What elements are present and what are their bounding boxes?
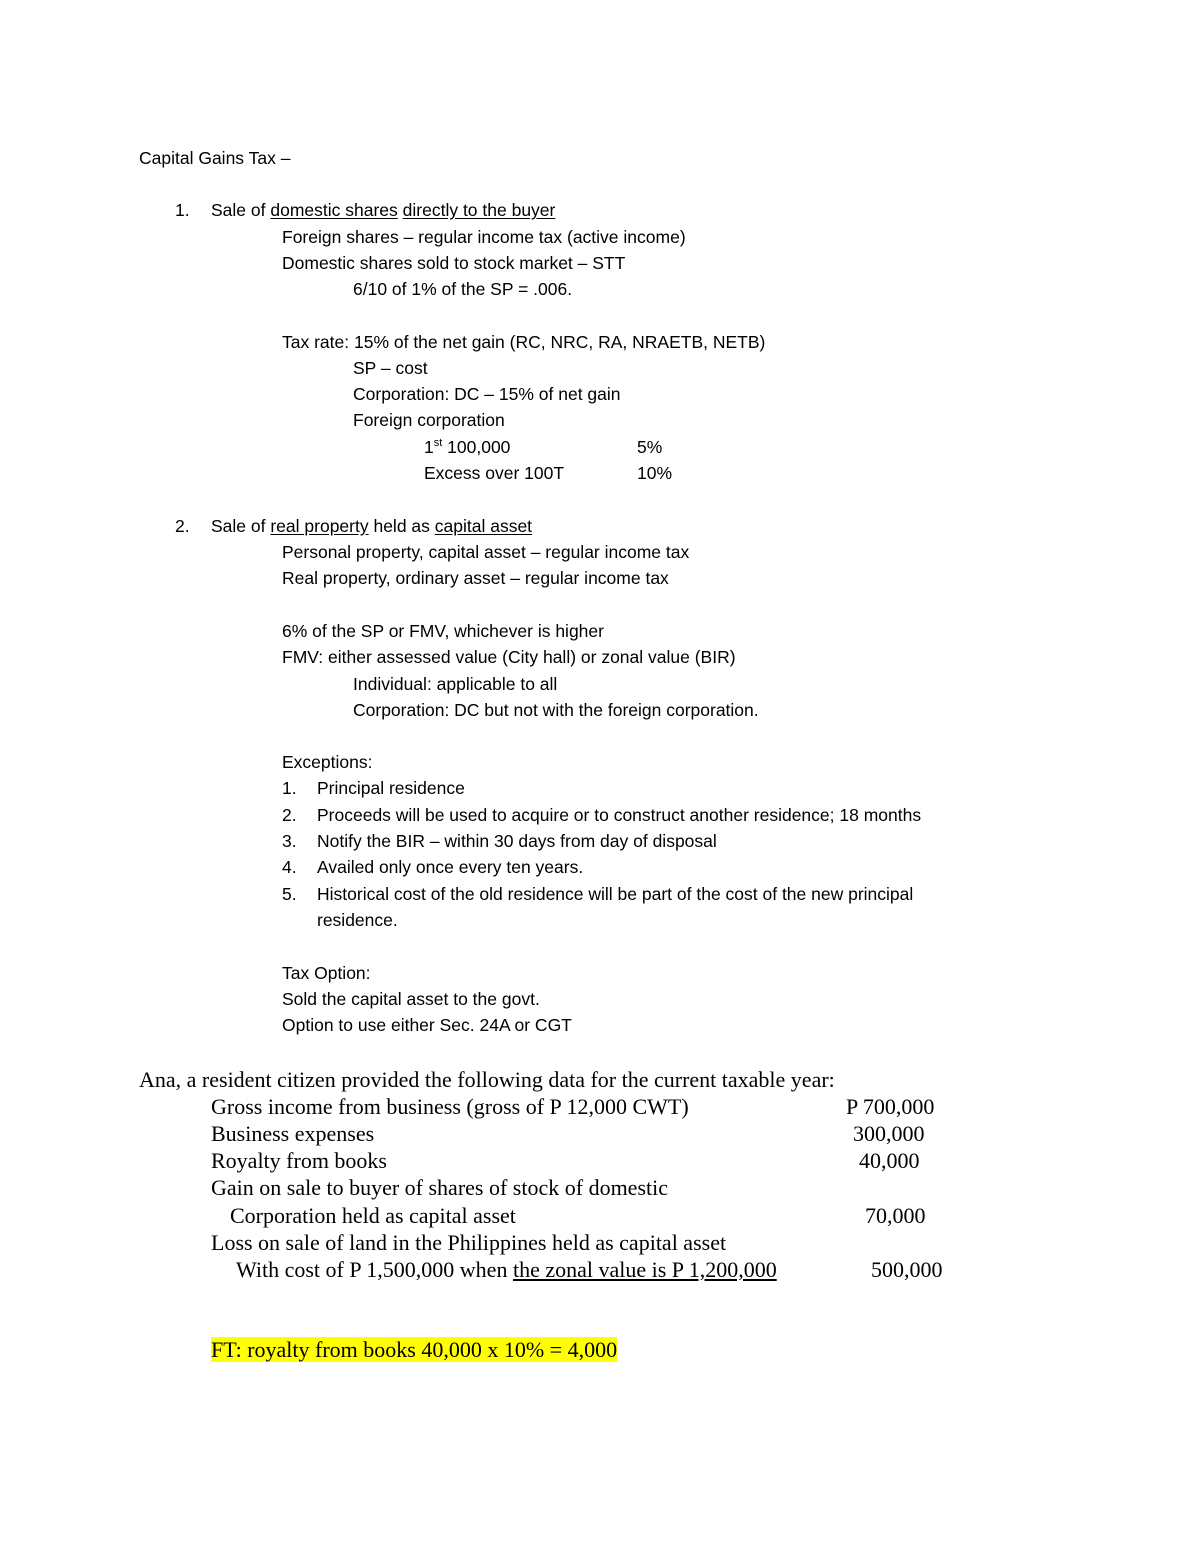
section2-line: Individual: applicable to all	[353, 674, 558, 694]
exceptions-title: Exceptions:	[282, 752, 373, 772]
exception-number: 2.	[282, 805, 297, 825]
fc-row-rate: 10%	[637, 463, 673, 483]
final-tax-text: FT: royalty from books 40,000 x 10% = 4,000	[211, 1337, 618, 1362]
section2-line: FMV: either assessed value (City hall) or zonal value (BIR)	[282, 647, 736, 667]
problem-row-value: P 700,000	[846, 1094, 935, 1119]
section1-heading-prefix: Sale of	[211, 200, 271, 220]
fc-row-label-sup: st	[433, 437, 443, 450]
section1-heading-underline-1: domestic shares	[270, 200, 398, 220]
section1-number: 1.	[175, 200, 190, 220]
problem-row-label: Gross income from business (gross of P 12,000 CWT)	[211, 1094, 689, 1119]
fc-row-label-pre: 1	[424, 437, 434, 457]
problem-row-value: 70,000	[865, 1203, 926, 1228]
exception-text: Historical cost of the old residence will be part of the cost of the new principal	[317, 884, 914, 904]
fc-row-label: Excess over 100T	[424, 463, 565, 483]
exception-text: Notify the BIR – within 30 days from day of disposal	[317, 831, 717, 851]
problem-intro: Ana, a resident citizen provided the following data for the current taxable year:	[139, 1067, 835, 1092]
section1-line: Corporation: DC – 15% of net gain	[353, 384, 621, 404]
tax-option-line: Option to use either Sec. 24A or CGT	[282, 1015, 572, 1035]
section2-heading-prefix: Sale of	[211, 516, 271, 536]
exception-number: 4.	[282, 857, 297, 877]
section1-heading	[211, 198, 555, 222]
page-title: Capital Gains Tax –	[139, 148, 291, 168]
problem-row-value: 40,000	[859, 1148, 920, 1173]
final-tax-highlight	[211, 1336, 617, 1363]
problem-row-label: Royalty from books	[211, 1148, 387, 1173]
problem-row-label: Gain on sale to buyer of shares of stock of domestic	[211, 1175, 668, 1200]
section1-line: Domestic shares sold to stock market – STT	[282, 253, 626, 273]
section2-heading-underline-2: capital asset	[434, 516, 533, 536]
fc-row-label	[424, 435, 510, 459]
section1-line: Tax rate: 15% of the net gain (RC, NRC, RA, NRAETB, NETB)	[282, 332, 766, 352]
problem-row-value: 300,000	[853, 1121, 925, 1146]
section2-heading	[211, 514, 532, 538]
section2-number: 2.	[175, 516, 190, 536]
fc-row-label-post: 100,000	[442, 437, 511, 457]
section2-heading-mid: held as	[368, 516, 435, 536]
section2-line: Real property, ordinary asset – regular income tax	[282, 568, 669, 588]
section2-line: Personal property, capital asset – regular income tax	[282, 542, 690, 562]
section1-line: 6/10 of 1% of the SP = .006.	[353, 279, 573, 299]
problem-row-label: Corporation held as capital asset	[230, 1203, 516, 1228]
tax-option-line: Sold the capital asset to the govt.	[282, 989, 540, 1009]
section1-line: Foreign corporation	[353, 410, 505, 430]
exception-text: Availed only once every ten years.	[317, 857, 584, 877]
exception-text: Proceeds will be used to acquire or to construct another residence; 18 months	[317, 805, 922, 825]
section1-line: Foreign shares – regular income tax (active income)	[282, 227, 686, 247]
section2-heading-underline-1: real property	[270, 516, 369, 536]
exception-number: 1.	[282, 778, 297, 798]
exception-text-continuation: residence.	[317, 910, 398, 930]
problem-last-row-prefix: With cost of P 1,500,000 when	[236, 1257, 513, 1282]
problem-row-value: 500,000	[871, 1257, 943, 1282]
section1-line: SP – cost	[353, 358, 428, 378]
section1-heading-underline-2: directly to the buyer	[402, 200, 556, 220]
problem-row-label: Loss on sale of land in the Philippines held as capital asset	[211, 1230, 727, 1255]
section2-line: 6% of the SP or FMV, whichever is higher	[282, 621, 604, 641]
problem-row-label: Business expenses	[211, 1121, 375, 1146]
tax-option-title: Tax Option:	[282, 963, 371, 983]
exception-number: 3.	[282, 831, 297, 851]
exception-text: Principal residence	[317, 778, 465, 798]
problem-last-row-underlined: the zonal value is P 1,200,000	[512, 1257, 777, 1282]
exception-number: 5.	[282, 884, 297, 904]
fc-row-rate: 5%	[637, 437, 663, 457]
problem-row-label	[236, 1256, 777, 1283]
section2-line: Corporation: DC but not with the foreign corporation.	[353, 700, 759, 720]
